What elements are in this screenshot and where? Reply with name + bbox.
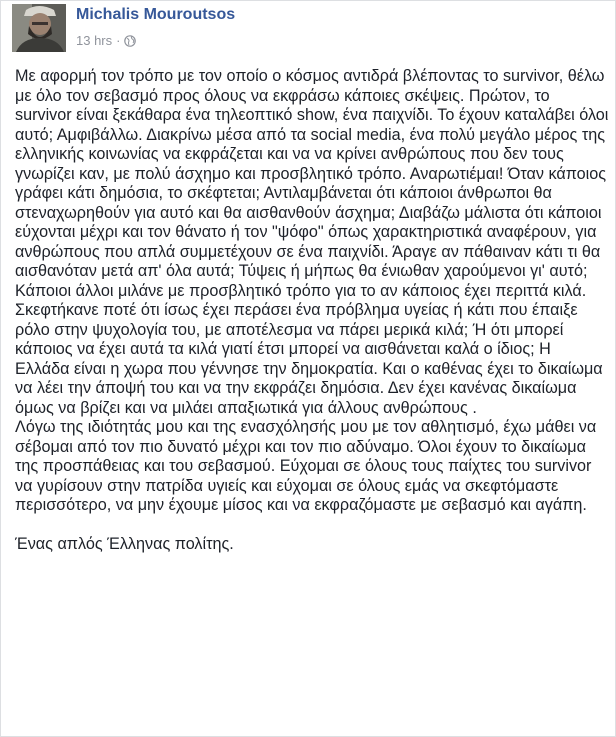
post-paragraph-1: Με αφορμή τον τρόπο με τον οποίο ο κόσμος αντιδρά βλέποντας το survivor, θέλω με όλο τον σεβασμό προς όλους να εκφράσω κάποιες σκέψεις. Πρώτον, το survivor είναι ξεκάθαρα ένα τηλεοπτικό show, ένα παιχνίδι. Το έχουν καταλάβει όλοι αυτό; Αμφιβάλλω. Διακρίνω μέσα από τα social media, ένα πολύ μεγάλο μέρος της ελληνικής κοινωνίας να εκφράζεται και να να κρίνει ανθρώπους που δεν τους γνωρίζει καν, με πολύ άσχημο και προσβλητικό τρόπο. Αναρωτιέμαι! Όταν κάποιος γράφει κάτι δημόσια, το σκέφτεται; Αντιλαμβάνεται ότι κάποιοι άνθρωποι θα στεναχωρηθούν για αυτό και θα αισθανθούν άσχημα; Διαβάζω μάλιστα ότι κάποιοι εύχονται μέχρι και τον θάνατο ή τον "ψόφο" όπως χαρακτηριστικά αναφέρουν, για ανθρώπους που απλά συμμετέχουν σε ένα παιχνίδι. Άραγε αν πάθαιναν κάτι τι θα αισθανόταν μετά απ' όλα αυτά; Τύψεις ή μήπως θα ένιωθαν χαρούμενοι γι' αυτό; Κάποιοι άλλοι μιλάνε με προσβλητικό τρόπο για το αν κάποιος έχει περιττά κιλά. Σκεφτήκανε ποτέ ότι ίσως έχει περάσει ένα πρόβλημα υγείας ή κάτι που έπαιξε ρόλο στην ψυχολογία του, με αποτέλεσμα να πάρει μερικά κιλά; Ή ότι μπορεί κάποιος να έχει αυτά τα κιλά γιατί έτσι μπορεί να αισθάνεται καλά ο ίδιος; Η Ελλάδα είναι η χωρα που γέννησε την δημοκρατία. Και ο καθένας έχει το δικαίωμα να λέει την άποψή του και να την εκφράζει δημόσια. Δεν έχει κανένας δικαίωμα όμως να βρίζει και να μιλάει απαξιωτικά για άλλους ανθρώπους . — [15, 67, 609, 417]
post-meta — [76, 33, 136, 50]
author-name[interactable]: Michalis Mouroutsos — [76, 6, 236, 23]
avatar-photo-icon — [12, 4, 66, 52]
globe-icon[interactable] — [124, 35, 136, 50]
post-timestamp[interactable]: 13 hrs — [76, 33, 113, 48]
meta-separator: · — [116, 33, 121, 48]
post-paragraph-2: Λόγω της ιδιότητάς μου και της ενασχόλησής μου με τον αθλητισμό, έχω μάθει να σέβομαι από τον πιο δυνατό μέχρι και τον πιο αδύναμο. Όλοι έχουν το δικαίωμα της προσπάθειας και του σεβασμού. Εύχομαι σε όλους τους παίχτες του survivor να γυρίσουν στην πατρίδα υγιείς και εύχομαι σε όλους εμάς να σκεφτόμαστε περισσότερο, να μην έχουμε μίσος και να εκφραζόμαστε με σεβασμό και αγάπη. — [15, 418, 597, 514]
post-header — [12, 3, 602, 53]
post-signature: Ένας απλός Έλληνας πολίτης. — [15, 534, 234, 553]
author-avatar[interactable] — [12, 4, 66, 52]
post-body — [15, 67, 609, 554]
